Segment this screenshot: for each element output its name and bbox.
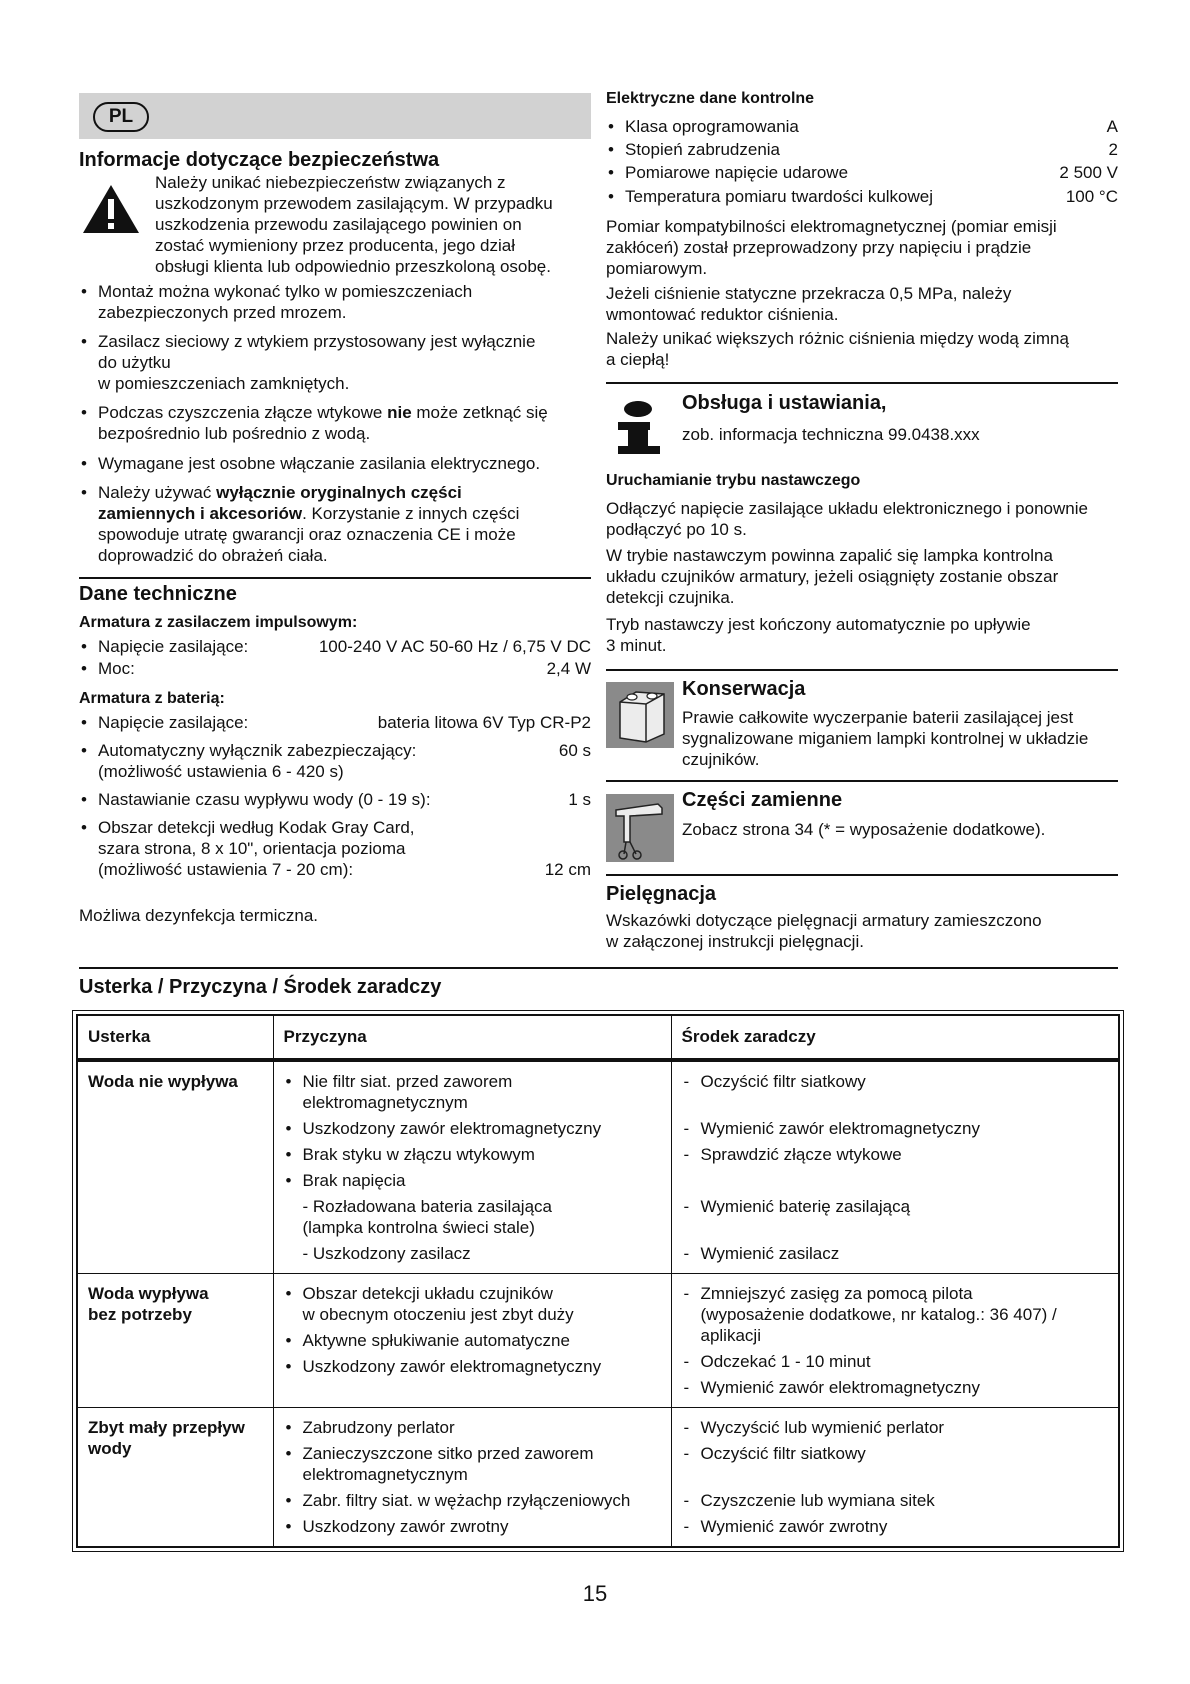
elec-title: Elektryczne dane kontrolne bbox=[606, 90, 815, 107]
remedy-cell bbox=[671, 1408, 1119, 1548]
cause-cell bbox=[273, 1408, 671, 1548]
cause-item: • Brak napięcia bbox=[284, 1170, 661, 1191]
tech-title: Dane techniczne bbox=[79, 583, 237, 605]
bullet-line: • Montaż można wykonać tylko w pomieszczeniach bbox=[98, 282, 473, 301]
safety-bullet-2 bbox=[79, 331, 598, 394]
cause-line: elektromagnetycznym bbox=[302, 1465, 468, 1484]
fault-cell bbox=[77, 1274, 273, 1408]
bullet-text: Należy używać bbox=[98, 483, 217, 502]
elec-row bbox=[606, 116, 1118, 137]
warning-icon bbox=[81, 183, 141, 235]
cause-item bbox=[284, 1443, 661, 1485]
cause-item: • Brak styku w złączu wtykowym bbox=[284, 1144, 661, 1165]
cause-line: - Rozładowana bateria zasilająca bbox=[302, 1197, 552, 1216]
text-line: detekcji czujnika. bbox=[606, 588, 735, 607]
maintenance-title: Konserwacja bbox=[682, 678, 806, 700]
spec-label: Nastawianie czasu wypływu wody (0 - 19 s): bbox=[98, 790, 431, 809]
bullet-line: do użytku bbox=[98, 353, 171, 372]
bullet-line: zabezpieczonych przed mrozem. bbox=[98, 303, 347, 322]
remedy-cell bbox=[671, 1274, 1119, 1408]
cause-item bbox=[284, 1071, 661, 1113]
header-remedy: Środek zaradczy bbox=[671, 1015, 1119, 1060]
battery-title: Armatura z baterią: bbox=[79, 690, 225, 707]
cause-item: • Uszkodzony zawór elektromagnetyczny bbox=[284, 1118, 661, 1139]
table-row bbox=[77, 1408, 1119, 1548]
fault-label: Woda nie wypływa bbox=[88, 1072, 238, 1091]
remedy-item: - Wyczyścić lub wymienić perlator bbox=[682, 1417, 1109, 1438]
bullet-line: bezpośrednio lub pośrednio z wodą. bbox=[98, 424, 371, 443]
elec-row bbox=[606, 186, 1118, 207]
text-line: Tryb nastawczy jest kończony automatycznie po upływie bbox=[606, 615, 1031, 634]
remedy-line: - Zmniejszyć zasięg za pomocą pilota bbox=[700, 1284, 973, 1303]
spec-label: (możliwość ustawienia 7 - 20 cm): bbox=[98, 860, 354, 879]
page-number: 15 bbox=[582, 1581, 608, 1606]
spec-value: bateria litowa 6V Typ CR-P2 bbox=[377, 713, 591, 732]
language-badge: PL bbox=[93, 102, 149, 132]
language-bar bbox=[79, 93, 591, 139]
elec-label: Pomiarowe napięcie udarowe bbox=[625, 163, 849, 182]
header-fault: Usterka bbox=[77, 1015, 273, 1060]
elec-value: A bbox=[1106, 117, 1118, 136]
text-line: w załączonej instrukcji pielęgnacji. bbox=[606, 932, 864, 951]
elec-row bbox=[606, 162, 1118, 183]
cause-item bbox=[284, 1283, 661, 1325]
fault-cell bbox=[77, 1408, 273, 1548]
table-header-row bbox=[77, 1015, 1119, 1060]
battery-supply-row bbox=[79, 712, 591, 733]
cause-line: • Zanieczyszczone sitko przed zaworem bbox=[302, 1444, 594, 1463]
text-line: układu czujników armatury, jeżeli osiągnięty zostanie obszar bbox=[606, 567, 1059, 586]
remedy-item: - Wymienić zawór zwrotny bbox=[682, 1516, 1109, 1537]
safety-warning-text bbox=[155, 172, 595, 277]
spec-value: 2,4 W bbox=[546, 659, 591, 678]
fault-label: Woda wypływa bbox=[88, 1284, 209, 1303]
spacer bbox=[682, 1170, 1109, 1196]
operation-title: Obsługa i ustawiania, bbox=[682, 392, 887, 414]
remedy-item: - Wymienić zasilacz bbox=[682, 1243, 1109, 1264]
spec-label: Moc: bbox=[98, 659, 135, 678]
bullet-bold: wyłącznie oryginalnych części bbox=[216, 483, 462, 502]
spacer bbox=[682, 1222, 1109, 1243]
setup-p1 bbox=[606, 498, 1118, 540]
bullet-bold: zamiennych i akcesoriów bbox=[98, 504, 303, 523]
text-line: Wskazówki dotyczące pielęgnacji armatury zamieszczono bbox=[606, 911, 1042, 930]
bullet-line: w pomieszczeniach zamkniętych. bbox=[98, 374, 350, 393]
remedy-item bbox=[682, 1283, 1109, 1346]
warning-line: uszkodzonym przewodem zasilającym. W przypadku bbox=[155, 194, 553, 213]
text-line: W trybie nastawczym powinna zapalić się lampka kontrolna bbox=[606, 546, 1053, 565]
cause-item: • Zabr. filtry siat. w wężachp rzyłączeniowych bbox=[284, 1490, 661, 1511]
cause-cell bbox=[273, 1274, 671, 1408]
text-line: Odłączyć napięcie zasilające układu elektronicznego i ponownie bbox=[606, 499, 1088, 518]
table-row bbox=[77, 1274, 1119, 1408]
fault-label: wody bbox=[88, 1439, 132, 1458]
elec-value: 2 500 V bbox=[1059, 163, 1118, 182]
section-divider bbox=[606, 382, 1118, 384]
spec-label: • Obszar detekcji według Kodak Gray Card, bbox=[98, 818, 415, 837]
cause-line: elektromagnetycznym bbox=[302, 1093, 468, 1112]
spec-value: 60 s bbox=[558, 741, 591, 760]
section-divider bbox=[606, 669, 1118, 671]
spec-label: Napięcie zasilające: bbox=[98, 713, 249, 732]
spec-label: szara strona, 8 x 10", orientacja pozioma bbox=[98, 839, 406, 858]
remedy-item: - Wymienić baterię zasilającą bbox=[682, 1196, 1109, 1217]
emc-text bbox=[606, 216, 1118, 279]
elec-row bbox=[606, 139, 1118, 160]
spec-label: Automatyczny wyłącznik zabezpieczający: bbox=[98, 741, 417, 760]
pressure-diff-text bbox=[606, 328, 1118, 370]
fault-table bbox=[76, 1014, 1120, 1548]
spacer bbox=[682, 1097, 1109, 1118]
text-line: Należy unikać większych różnic ciśnienia między wodą zimną bbox=[606, 329, 1069, 348]
text-line: Pomiar kompatybilności elektromagnetycznej (pomiar emisji bbox=[606, 217, 1057, 236]
bullet-text: Podczas czyszczenia złącze wtykowe bbox=[98, 403, 388, 422]
fault-label: bez potrzeby bbox=[88, 1305, 192, 1324]
safety-bullet-3 bbox=[79, 402, 598, 444]
operation-text: zob. informacja techniczna 99.0438.xxx bbox=[682, 425, 980, 444]
warning-line: Należy unikać niebezpieczeństw związanych z bbox=[155, 173, 506, 192]
setup-p3 bbox=[606, 614, 1118, 656]
auto-shutoff-row bbox=[79, 740, 591, 782]
elec-label: Temperatura pomiaru twardości kulkowej bbox=[625, 187, 934, 206]
flow-time-row bbox=[79, 789, 591, 810]
remedy-item: - Czyszczenie lub wymiana sitek bbox=[682, 1490, 1109, 1511]
text-line: a ciepłą! bbox=[606, 350, 670, 369]
safety-bullet-1 bbox=[79, 281, 588, 323]
remedy-cell bbox=[671, 1060, 1119, 1274]
detection-area-row bbox=[79, 817, 591, 880]
section-divider bbox=[79, 967, 1118, 969]
text-line: sygnalizowane miganiem lampki kontrolnej w układzie bbox=[682, 729, 1089, 748]
faucet-icon bbox=[606, 794, 674, 862]
elec-value: 100 °C bbox=[1065, 187, 1118, 206]
elec-label: Stopień zabrudzenia bbox=[625, 140, 781, 159]
care-title: Pielęgnacja bbox=[606, 883, 717, 905]
fault-title: Usterka / Przyczyna / Środek zaradczy bbox=[79, 976, 442, 998]
cause-item: • Uszkodzony zawór zwrotny bbox=[284, 1516, 661, 1537]
bullet-text: może zetknąć się bbox=[411, 403, 548, 422]
warning-line: uszkodzenia przewodu zasilającego powinien on bbox=[155, 215, 522, 234]
thermal-note: Możliwa dezynfekcja termiczna. bbox=[79, 906, 319, 925]
cause-line: • Nie filtr siat. przed zaworem bbox=[302, 1072, 513, 1091]
remedy-item: - Odczekać 1 - 10 minut bbox=[682, 1351, 1109, 1372]
text-line: Prawie całkowite wyczerpanie baterii zasilającej jest bbox=[682, 708, 1074, 727]
cause-item: • Aktywne spłukiwanie automatyczne bbox=[284, 1330, 661, 1351]
cause-item: • Zabrudzony perlator bbox=[284, 1417, 661, 1438]
spec-label: Napięcie zasilające: bbox=[98, 637, 249, 656]
impulse-title: Armatura z zasilaczem impulsowym: bbox=[79, 614, 358, 631]
header-cause: Przyczyna bbox=[273, 1015, 671, 1060]
elec-value: 2 bbox=[1108, 140, 1118, 159]
elec-label: Klasa oprogramowania bbox=[625, 117, 799, 136]
section-divider bbox=[79, 577, 591, 579]
cause-line: w obecnym otoczeniu jest zbyt duży bbox=[302, 1305, 574, 1324]
spacer bbox=[682, 1469, 1109, 1490]
care-text bbox=[606, 910, 1118, 952]
remedy-item: - Wymienić zawór elektromagnetyczny bbox=[682, 1118, 1109, 1139]
supply-row bbox=[79, 636, 591, 657]
bullet-text: . Korzystanie z innych części bbox=[302, 504, 520, 523]
text-line: 3 minut. bbox=[606, 636, 667, 655]
info-icon bbox=[610, 400, 666, 456]
fault-cell bbox=[77, 1060, 273, 1274]
text-line: Jeżeli ciśnienie statyczne przekracza 0,5 MPa, należy bbox=[606, 284, 1012, 303]
bullet-line: • Zasilacz sieciowy z wtykiem przystosowany jest wyłącznie bbox=[98, 332, 536, 351]
cause-line: • Obszar detekcji układu czujników bbox=[302, 1284, 553, 1303]
remedy-item: - Wymienić zawór elektromagnetyczny bbox=[682, 1377, 1109, 1398]
pressure-text bbox=[606, 283, 1118, 325]
fault-label: Zbyt mały przepływ bbox=[88, 1418, 245, 1437]
cause-cell bbox=[273, 1060, 671, 1274]
text-line: wmontować reduktor ciśnienia. bbox=[606, 305, 839, 324]
spares-text: Zobacz strona 34 (* = wyposażenie dodatkowe). bbox=[682, 820, 1046, 839]
section-divider bbox=[606, 874, 1118, 876]
remedy-line: (wyposażenie dodatkowe, nr katalog.: 36 407) / bbox=[700, 1305, 1057, 1324]
spec-value: 100-240 V AC 50-60 Hz / 6,75 V DC bbox=[318, 637, 591, 656]
remedy-line: aplikacji bbox=[700, 1326, 761, 1345]
bullet-line: doprowadzić do obrażeń ciała. bbox=[98, 546, 328, 565]
spec-sub: (możliwość ustawienia 6 - 420 s) bbox=[98, 762, 344, 781]
remedy-item: - Oczyścić filtr siatkowy bbox=[682, 1443, 1109, 1464]
cause-item bbox=[284, 1196, 661, 1238]
text-line: zakłóceń) został przeprowadzony przy napięciu i prądzie bbox=[606, 238, 1032, 257]
cause-item: • Uszkodzony zawór elektromagnetyczny bbox=[284, 1356, 661, 1377]
text-line: podłączyć po 10 s. bbox=[606, 520, 747, 539]
remedy-item: - Sprawdzić złącze wtykowe bbox=[682, 1144, 1109, 1165]
spares-title: Części zamienne bbox=[682, 789, 843, 811]
bullet-line: spowoduje utratę gwarancji oraz oznaczenia CE i może bbox=[98, 525, 516, 544]
spec-value: 1 s bbox=[568, 790, 591, 809]
setup-title: Uruchamianie trybu nastawczego bbox=[606, 472, 861, 489]
setup-p2 bbox=[606, 545, 1118, 608]
power-row bbox=[79, 658, 591, 679]
safety-bullet-4 bbox=[79, 453, 598, 474]
text-line: pomiarowym. bbox=[606, 259, 708, 278]
text-line: czujników. bbox=[682, 750, 760, 769]
spec-value: 12 cm bbox=[544, 860, 591, 879]
safety-bullet-5 bbox=[79, 482, 598, 566]
bullet-bold: nie bbox=[387, 403, 412, 422]
warning-line: zostać wymieniony przez producenta, jego dział bbox=[155, 236, 516, 255]
remedy-item: - Oczyścić filtr siatkowy bbox=[682, 1071, 1109, 1092]
cause-line: (lampka kontrolna świeci stale) bbox=[302, 1218, 535, 1237]
table-row bbox=[77, 1060, 1119, 1274]
cause-item: - Uszkodzony zasilacz bbox=[302, 1244, 471, 1263]
section-divider bbox=[606, 780, 1118, 782]
battery-icon bbox=[606, 682, 674, 748]
maintenance-text bbox=[682, 707, 1118, 770]
safety-title: Informacje dotyczące bezpieczeństwa bbox=[79, 149, 440, 171]
bullet-line: • Wymagane jest osobne włączanie zasilania elektrycznego. bbox=[98, 454, 541, 473]
warning-line: obsługi klienta lub odpowiednio przeszkoloną osobę. bbox=[155, 257, 551, 276]
